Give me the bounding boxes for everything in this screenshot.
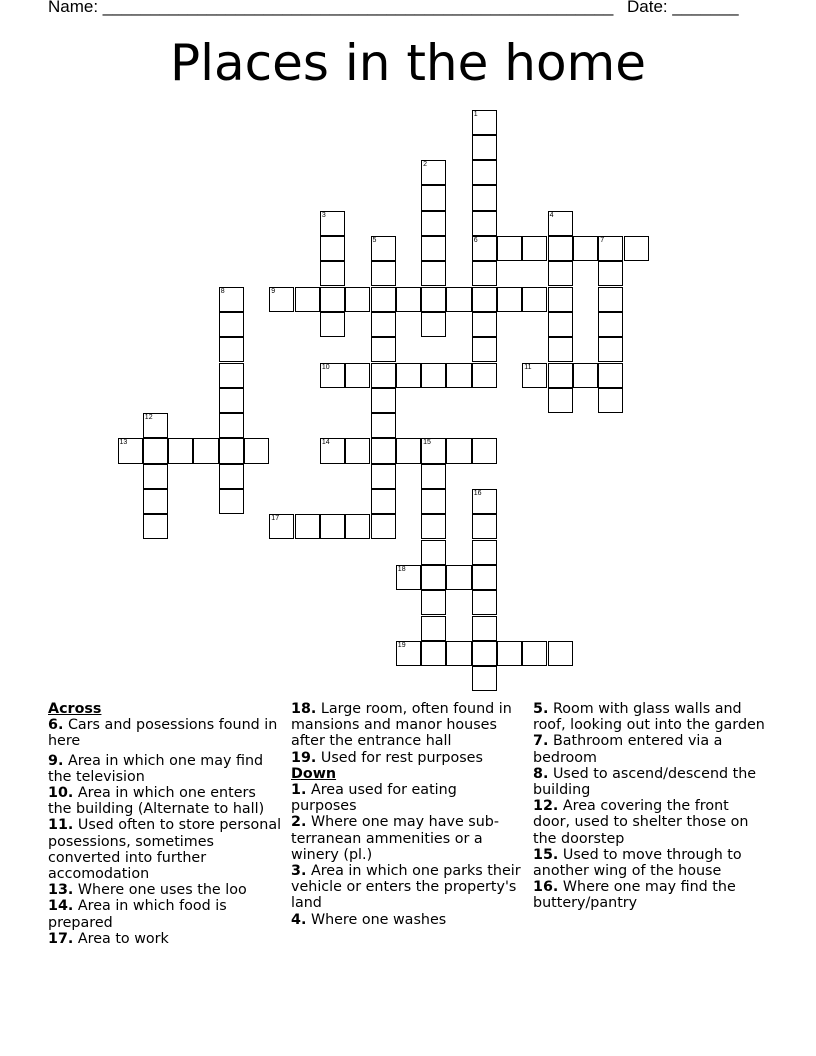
- clue-text: Area in which one enters the building (Alternate to hall): [48, 785, 265, 818]
- clue-number: 3.: [291, 863, 307, 880]
- grid-cell[interactable]: [421, 438, 446, 463]
- grid-cell[interactable]: [472, 110, 497, 135]
- grid-cell[interactable]: [598, 388, 623, 413]
- grid-cell[interactable]: [421, 312, 446, 337]
- grid-cell[interactable]: [193, 438, 218, 463]
- clue-text: Used to move through to another wing of the house: [533, 846, 742, 880]
- clue-down-16: [533, 879, 765, 911]
- grid-cell[interactable]: [421, 363, 446, 388]
- clue-text: Area in which one may find the television: [48, 752, 264, 785]
- grid-cell[interactable]: [143, 489, 168, 514]
- grid-cell[interactable]: [472, 514, 497, 539]
- grid-cell[interactable]: [219, 388, 244, 413]
- clue-across-11: [48, 817, 283, 882]
- grid-cell[interactable]: [143, 464, 168, 489]
- cell-number: 4: [549, 211, 554, 219]
- grid-cell[interactable]: [320, 363, 345, 388]
- clue-number: 4.: [291, 911, 307, 928]
- clue-across-10: [48, 785, 283, 817]
- grid-cell[interactable]: [472, 616, 497, 641]
- grid-cell[interactable]: [345, 438, 370, 463]
- clue-down-2: [291, 814, 523, 863]
- grid-cell[interactable]: [472, 666, 497, 691]
- clue-number: 6.: [48, 717, 64, 734]
- page-title: Places in the home: [169, 34, 647, 92]
- clue-number: 14.: [48, 898, 74, 915]
- cell-number: 19: [397, 641, 406, 649]
- clue-number: 2.: [291, 814, 307, 831]
- clues-column-3: [533, 701, 765, 912]
- grid-cell[interactable]: [295, 287, 320, 312]
- grid-cell[interactable]: [472, 565, 497, 590]
- grid-cell[interactable]: [371, 261, 396, 286]
- grid-cell[interactable]: [446, 565, 471, 590]
- grid-cell[interactable]: [472, 641, 497, 666]
- grid-cell[interactable]: [472, 261, 497, 286]
- cell-number: 8: [220, 287, 225, 295]
- down-heading: Down: [291, 765, 337, 782]
- grid-cell[interactable]: [219, 337, 244, 362]
- clue-down-7: [533, 733, 765, 765]
- clue-number: 13.: [48, 882, 74, 899]
- grid-cell[interactable]: [421, 236, 446, 261]
- grid-cell[interactable]: [421, 616, 446, 641]
- grid-cell[interactable]: [320, 236, 345, 261]
- grid-cell[interactable]: [320, 211, 345, 236]
- clues-column-1: [48, 701, 283, 947]
- grid-cell[interactable]: [371, 514, 396, 539]
- grid-cell[interactable]: [320, 261, 345, 286]
- grid-cell[interactable]: [396, 641, 421, 666]
- grid-cell[interactable]: [143, 514, 168, 539]
- grid-cell[interactable]: [598, 287, 623, 312]
- clue-down-12: [533, 798, 765, 847]
- grid-cell[interactable]: [472, 160, 497, 185]
- grid-cell[interactable]: [446, 287, 471, 312]
- clue-across-6: [48, 717, 283, 749]
- grid-cell[interactable]: [320, 438, 345, 463]
- clue-down-3: [291, 863, 523, 912]
- grid-cell[interactable]: [598, 363, 623, 388]
- grid-cell[interactable]: [345, 363, 370, 388]
- grid-cell[interactable]: [320, 514, 345, 539]
- grid-cell[interactable]: [446, 438, 471, 463]
- cell-number: 17: [271, 515, 280, 523]
- grid-cell[interactable]: [219, 464, 244, 489]
- grid-cell[interactable]: [371, 363, 396, 388]
- grid-cell[interactable]: [472, 185, 497, 210]
- grid-cell[interactable]: [219, 312, 244, 337]
- clue-text: Area to work: [77, 930, 169, 947]
- cell-number: 5: [372, 237, 377, 244]
- cell-number: 1: [473, 110, 478, 118]
- date-field-label: Date: _______: [627, 0, 739, 16]
- cell-number: 9: [271, 287, 276, 295]
- grid-cell[interactable]: [219, 489, 244, 514]
- grid-cell[interactable]: [472, 135, 497, 160]
- grid-cell[interactable]: [396, 438, 421, 463]
- clue-across-9: [48, 753, 283, 785]
- grid-cell[interactable]: [573, 363, 598, 388]
- clue-number: 19.: [291, 749, 317, 766]
- grid-cell[interactable]: [497, 236, 522, 261]
- cell-number: 6: [473, 237, 478, 244]
- clue-down-5: [533, 701, 765, 733]
- grid-cell[interactable]: [472, 489, 497, 514]
- grid-cell[interactable]: [472, 236, 497, 261]
- clue-text: Area in which food is prepared: [48, 898, 227, 931]
- grid-cell[interactable]: [548, 236, 573, 261]
- clue-down-15: [533, 847, 765, 879]
- grid-cell[interactable]: [143, 413, 168, 438]
- grid-cell[interactable]: [598, 261, 623, 286]
- grid-cell[interactable]: [548, 363, 573, 388]
- grid-cell[interactable]: [598, 236, 623, 261]
- grid-cell[interactable]: [472, 438, 497, 463]
- clue-text: Where one may find the buttery/pantry: [533, 879, 736, 912]
- grid-cell[interactable]: [421, 185, 446, 210]
- grid-cell[interactable]: [472, 337, 497, 362]
- grid-cell[interactable]: [472, 363, 497, 388]
- clue-down-8: [533, 766, 765, 798]
- clue-text: Where one uses the loo: [77, 882, 247, 899]
- grid-cell[interactable]: [396, 287, 421, 312]
- grid-cell[interactable]: [295, 514, 320, 539]
- grid-cell[interactable]: [421, 590, 446, 615]
- grid-cell[interactable]: [396, 565, 421, 590]
- grid-cell[interactable]: [143, 438, 168, 463]
- cell-number: 11: [524, 363, 532, 371]
- grid-cell[interactable]: [472, 540, 497, 565]
- grid-cell[interactable]: [497, 641, 522, 666]
- grid-cell[interactable]: [371, 388, 396, 413]
- grid-cell[interactable]: [522, 363, 547, 388]
- grid-cell[interactable]: [320, 312, 345, 337]
- cell-number: 10: [321, 363, 330, 371]
- grid-cell[interactable]: [421, 540, 446, 565]
- clue-number: 18.: [291, 701, 317, 717]
- clue-text: Where one washes: [310, 911, 447, 928]
- grid-cell[interactable]: [168, 438, 193, 463]
- clue-down-1: [291, 782, 523, 814]
- clue-number: 12.: [533, 798, 559, 815]
- clue-text: Area in which one parks their vehicle or enters the property's land: [291, 863, 521, 912]
- cell-number: 3: [321, 211, 326, 219]
- clue-text: Large room, often found in mansions and manor houses after the entrance hall: [291, 701, 512, 750]
- clue-number: 11.: [48, 817, 74, 834]
- grid-cell[interactable]: [371, 236, 396, 261]
- clue-text: Cars and posessions found in here: [48, 717, 278, 750]
- grid-cell[interactable]: [421, 514, 446, 539]
- clue-number: 5.: [533, 701, 549, 717]
- clue-down-4: [291, 912, 523, 928]
- grid-cell[interactable]: [371, 464, 396, 489]
- grid-cell[interactable]: [472, 287, 497, 312]
- grid-cell[interactable]: [219, 438, 244, 463]
- clue-text: Where one may have sub-terranean ammenities or a winery (pl.): [291, 814, 500, 863]
- clue-text: Used often to store personal posessions, sometimes converted into further accomodation: [48, 817, 282, 883]
- clue-across-14: [48, 898, 283, 930]
- clue-number: 17.: [48, 930, 74, 947]
- cell-number: 2: [423, 161, 427, 169]
- clue-text: Room with glass walls and roof, looking out into the garden: [533, 701, 765, 734]
- clue-text: Area covering the front door, used to shelter those on the doorstep: [533, 798, 749, 847]
- grid-cell[interactable]: [598, 337, 623, 362]
- grid-cell[interactable]: [573, 236, 598, 261]
- cell-number: 13: [119, 439, 128, 447]
- grid-cell[interactable]: [269, 287, 294, 312]
- grid-cell[interactable]: [421, 160, 446, 185]
- clue-text: Area used for eating purposes: [291, 782, 457, 815]
- grid-cell[interactable]: [548, 641, 573, 666]
- grid-cell[interactable]: [421, 464, 446, 489]
- clue-number: 16.: [533, 879, 559, 896]
- grid-cell[interactable]: [345, 514, 370, 539]
- clue-across-17: [48, 931, 283, 947]
- clue-across-19: [291, 750, 523, 766]
- grid-cell[interactable]: [446, 641, 471, 666]
- name-field-label: Name: ______________________________________________________: [48, 0, 614, 16]
- clue-text: Used to ascend/descend the building: [533, 765, 757, 799]
- grid-cell[interactable]: [371, 489, 396, 514]
- grid-cell[interactable]: [371, 337, 396, 362]
- cell-number: 15: [423, 439, 431, 447]
- grid-cell[interactable]: [219, 287, 244, 312]
- grid-cell[interactable]: [548, 287, 573, 312]
- clue-number: 15.: [533, 846, 559, 863]
- grid-cell[interactable]: [522, 287, 547, 312]
- clue-across-18: [291, 701, 523, 750]
- clue-number: 10.: [48, 785, 74, 802]
- grid-cell[interactable]: [371, 413, 396, 438]
- grid-cell[interactable]: [522, 236, 547, 261]
- grid-cell[interactable]: [421, 211, 446, 236]
- grid-cell[interactable]: [548, 261, 573, 286]
- grid-cell[interactable]: [624, 236, 649, 261]
- grid-cell[interactable]: [548, 388, 573, 413]
- cell-number: 16: [473, 490, 482, 497]
- clue-number: 1.: [291, 782, 307, 799]
- grid-cell[interactable]: [118, 438, 143, 463]
- grid-cell[interactable]: [522, 641, 547, 666]
- clue-text: Used for rest purposes: [320, 749, 483, 766]
- grid-cell[interactable]: [421, 287, 446, 312]
- clue-number: 8.: [533, 765, 549, 782]
- grid-cell[interactable]: [497, 287, 522, 312]
- cell-number: 7: [600, 237, 605, 244]
- grid-cell[interactable]: [371, 287, 396, 312]
- cell-number: 18: [397, 565, 406, 573]
- grid-cell[interactable]: [371, 312, 396, 337]
- grid-cell[interactable]: [421, 489, 446, 514]
- grid-cell[interactable]: [345, 287, 370, 312]
- grid-cell[interactable]: [598, 312, 623, 337]
- cell-number: 12: [144, 414, 153, 422]
- grid-cell[interactable]: [472, 211, 497, 236]
- grid-cell[interactable]: [219, 413, 244, 438]
- clues-column-2: [291, 701, 523, 928]
- grid-cell[interactable]: [472, 590, 497, 615]
- clue-number: 9.: [48, 752, 64, 769]
- cell-number: 14: [321, 439, 330, 447]
- grid-cell[interactable]: [421, 565, 446, 590]
- grid-cell[interactable]: [548, 337, 573, 362]
- grid-cell[interactable]: [421, 261, 446, 286]
- grid-cell[interactable]: [446, 363, 471, 388]
- clue-across-13: [48, 882, 283, 898]
- clue-number: 7.: [533, 733, 549, 750]
- grid-cell[interactable]: [548, 312, 573, 337]
- grid-cell[interactable]: [472, 312, 497, 337]
- grid-cell[interactable]: [320, 287, 345, 312]
- grid-cell[interactable]: [269, 514, 294, 539]
- grid-cell[interactable]: [244, 438, 269, 463]
- grid-cell[interactable]: [219, 363, 244, 388]
- grid-cell[interactable]: [371, 438, 396, 463]
- clue-text: Bathroom entered via a bedroom: [533, 733, 723, 766]
- grid-cell[interactable]: [396, 363, 421, 388]
- grid-cell[interactable]: [548, 211, 573, 236]
- grid-cell[interactable]: [421, 641, 446, 666]
- across-heading: Across: [48, 701, 102, 717]
